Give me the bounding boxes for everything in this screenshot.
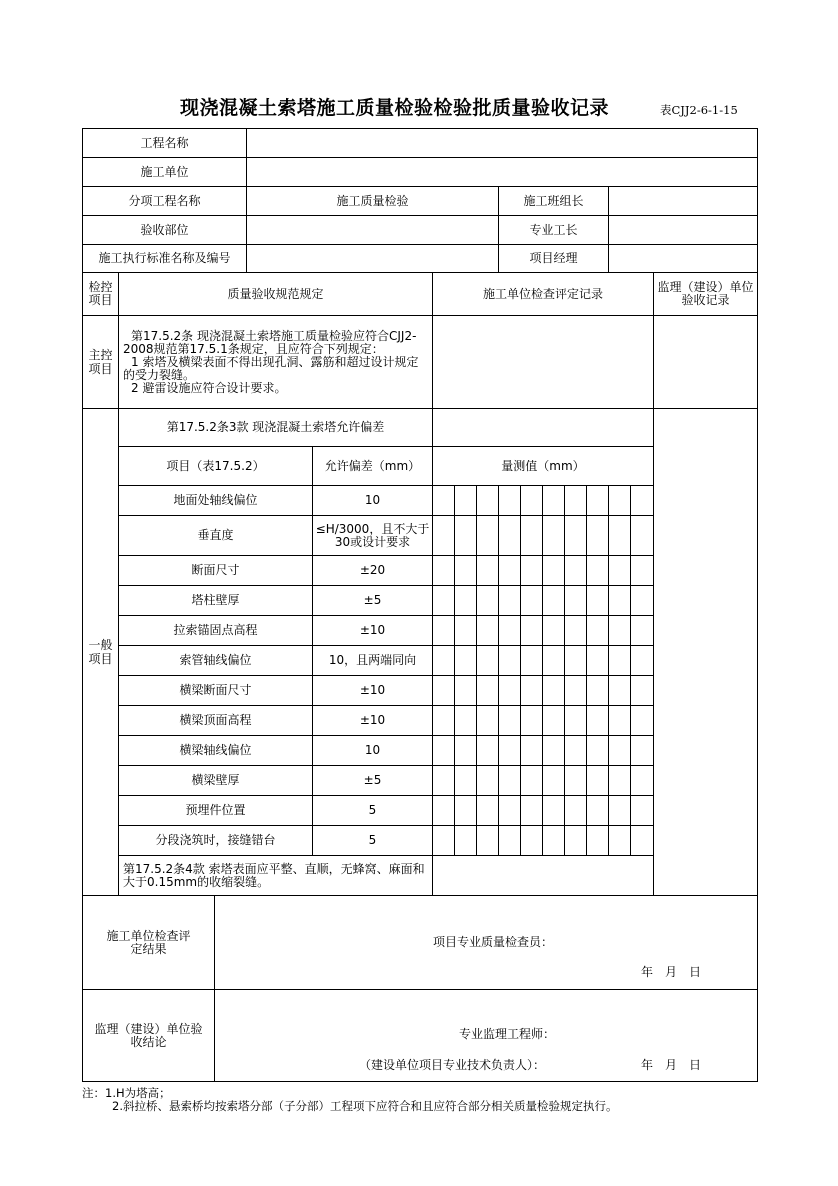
clause4-text: 第17.5.2条4款 索塔表面应平整、直顺，无蜂窝、麻面和大于0.15mm的收缩裂缝。 (119, 856, 433, 896)
measured-value-cell[interactable] (433, 706, 455, 736)
measured-value-cell[interactable] (587, 516, 609, 556)
measured-value-cell[interactable] (587, 826, 609, 856)
table-row (83, 409, 758, 447)
measured-value-cell[interactable] (587, 586, 609, 616)
measured-value-cell[interactable] (455, 646, 477, 676)
measured-value-cell[interactable] (609, 796, 631, 826)
measured-value-cell[interactable] (609, 736, 631, 766)
measured-value-cell[interactable] (565, 706, 587, 736)
item-name: 断面尺寸 (119, 556, 313, 586)
item-name: 横梁轴线偏位 (119, 736, 313, 766)
measured-value-cell[interactable] (455, 556, 477, 586)
table-row (83, 129, 758, 158)
measured-value-cell[interactable] (499, 586, 521, 616)
record-table (82, 128, 758, 1082)
table-row (83, 273, 758, 316)
measured-value-cell[interactable] (477, 616, 499, 646)
measured-value-cell[interactable] (521, 646, 543, 676)
main-control-line: 第17.5.2条 现浇混凝土索塔施工质量检验应符合CJJ2-2008规范第17.5.1条规定，且应符合下列规定： (123, 328, 417, 356)
tolerance-value: ±5 (313, 766, 433, 796)
measured-value-cell[interactable] (565, 556, 587, 586)
acceptance-part-field[interactable] (247, 216, 499, 245)
measured-value-cell[interactable] (565, 586, 587, 616)
measured-value-cell[interactable] (433, 826, 455, 856)
measured-value-cell[interactable] (499, 676, 521, 706)
measured-value-cell[interactable] (521, 796, 543, 826)
measured-value-cell[interactable] (499, 616, 521, 646)
measured-value-cell[interactable] (631, 556, 654, 586)
measured-value-cell[interactable] (543, 676, 565, 706)
construction-unit-label: 施工单位 (83, 158, 247, 187)
measured-value-cell[interactable] (609, 586, 631, 616)
item-header: 项目（表17.5.2） (119, 447, 313, 486)
inspector-label: 项目专业质量检查员： (433, 935, 554, 949)
tolerance-value: ±10 (313, 616, 433, 646)
measured-value-cell[interactable] (433, 486, 455, 516)
item-name: 横梁顶面高程 (119, 706, 313, 736)
measured-value-cell[interactable] (565, 646, 587, 676)
measured-value-cell[interactable] (609, 826, 631, 856)
engineer-label: 专业监理工程师： (459, 1027, 556, 1041)
item-name: 垂直度 (119, 516, 313, 556)
measured-value-cell[interactable] (455, 586, 477, 616)
measured-value-cell[interactable] (499, 486, 521, 516)
measured-value-cell[interactable] (477, 766, 499, 796)
standard-label: 施工执行标准名称及编号 (83, 245, 247, 273)
measured-value-cell[interactable] (433, 586, 455, 616)
measured-value-cell[interactable] (433, 616, 455, 646)
measured-value-cell[interactable] (587, 616, 609, 646)
measured-value-cell[interactable] (499, 556, 521, 586)
measured-value-cell[interactable] (521, 706, 543, 736)
item-name: 分段浇筑时，接缝错台 (119, 826, 313, 856)
date-label: 年 月 日 (641, 1058, 702, 1072)
tolerance-value: 5 (313, 796, 433, 826)
measured-value-cell[interactable] (543, 646, 565, 676)
measured-value-cell[interactable] (609, 676, 631, 706)
measured-value-cell[interactable] (477, 486, 499, 516)
tolerance-value: 5 (313, 826, 433, 856)
measured-value-cell[interactable] (587, 706, 609, 736)
item-name: 预埋件位置 (119, 796, 313, 826)
item-name: 塔柱壁厚 (119, 586, 313, 616)
measured-header: 量测值（mm） (433, 447, 654, 486)
measured-value-cell[interactable] (631, 486, 654, 516)
measured-value-cell[interactable] (499, 766, 521, 796)
measured-value-cell[interactable] (433, 736, 455, 766)
measured-value-cell[interactable] (543, 516, 565, 556)
measured-value-cell[interactable] (521, 486, 543, 516)
measured-value-cell[interactable] (565, 486, 587, 516)
note-2: 2.斜拉桥、悬索桥均按索塔分部（子分部）工程项下应符合和且应符合部分相关质量检验规定执行。 (112, 1099, 618, 1113)
tolerance-value: ±5 (313, 586, 433, 616)
measured-value-cell[interactable] (631, 516, 654, 556)
table-row (83, 216, 758, 245)
measured-value-cell[interactable] (587, 796, 609, 826)
measured-value-cell[interactable] (499, 706, 521, 736)
measured-value-cell[interactable] (587, 646, 609, 676)
measured-value-cell[interactable] (631, 586, 654, 616)
project-name-field[interactable] (247, 129, 758, 158)
owner-label: （建设单位项目专业技术负责人）： (359, 1058, 546, 1072)
item-name: 索管轴线偏位 (119, 646, 313, 676)
supervision-conclusion-label: 监理（建设）单位验收结论 (83, 990, 215, 1082)
measured-value-cell[interactable] (521, 516, 543, 556)
construction-record-header: 施工单位检查评定记录 (433, 273, 654, 316)
measured-value-cell[interactable] (433, 556, 455, 586)
measured-value-cell[interactable] (455, 826, 477, 856)
measured-value-cell[interactable] (455, 616, 477, 646)
measured-value-cell[interactable] (631, 796, 654, 826)
standard-field[interactable] (247, 245, 499, 273)
measured-value-cell[interactable] (631, 676, 654, 706)
measured-value-cell[interactable] (543, 706, 565, 736)
table-row (83, 245, 758, 273)
item-name: 横梁断面尺寸 (119, 676, 313, 706)
measured-value-cell[interactable] (565, 766, 587, 796)
measured-value-cell[interactable] (565, 796, 587, 826)
item-name: 地面处轴线偏位 (119, 486, 313, 516)
measured-value-cell[interactable] (631, 766, 654, 796)
measured-value-cell[interactable] (477, 646, 499, 676)
measured-value-cell[interactable] (631, 706, 654, 736)
table-row (83, 187, 758, 216)
measured-value-cell[interactable] (587, 766, 609, 796)
form-code: 表CJJ2-6-1-15 (660, 103, 738, 117)
measured-value-cell[interactable] (543, 586, 565, 616)
table-row (83, 990, 758, 1082)
measured-value-cell[interactable] (609, 556, 631, 586)
tolerance-header: 允许偏差（mm） (313, 447, 433, 486)
measured-value-cell[interactable] (521, 736, 543, 766)
measured-value-cell[interactable] (543, 556, 565, 586)
measured-value-cell[interactable] (455, 486, 477, 516)
main-control-label: 主控项目 (83, 316, 119, 409)
team-leader-label: 施工班组长 (499, 187, 609, 216)
measured-value-cell[interactable] (455, 736, 477, 766)
measured-value-cell[interactable] (477, 826, 499, 856)
measured-value-cell[interactable] (455, 516, 477, 556)
project-name-label: 工程名称 (83, 129, 247, 158)
supervision-conclusion-area[interactable] (215, 990, 758, 1082)
measured-value-cell[interactable] (521, 616, 543, 646)
tolerance-value: 10，且两端同向 (313, 646, 433, 676)
measured-value-cell[interactable] (477, 736, 499, 766)
manager-field[interactable] (609, 245, 758, 273)
measured-value-cell[interactable] (455, 706, 477, 736)
measured-value-cell[interactable] (499, 516, 521, 556)
tolerance-value: ±10 (313, 676, 433, 706)
table-row (83, 316, 758, 409)
measured-value-cell[interactable] (565, 826, 587, 856)
measured-value-cell[interactable] (477, 586, 499, 616)
tolerance-value: 10 (313, 486, 433, 516)
measured-value-cell[interactable] (499, 826, 521, 856)
measured-value-cell[interactable] (521, 586, 543, 616)
measured-value-cell[interactable] (543, 616, 565, 646)
clause3-record[interactable] (433, 409, 654, 447)
measured-value-cell[interactable] (455, 766, 477, 796)
measured-value-cell[interactable] (433, 676, 455, 706)
measured-value-cell[interactable] (543, 486, 565, 516)
construction-result-label: 施工单位检查评定结果 (83, 896, 215, 990)
measured-value-cell[interactable] (565, 516, 587, 556)
table-row (83, 158, 758, 187)
measured-value-cell[interactable] (477, 676, 499, 706)
measured-value-cell[interactable] (433, 516, 455, 556)
tolerance-value: ±10 (313, 706, 433, 736)
main-control-text (119, 316, 433, 409)
general-supervision[interactable] (654, 409, 758, 896)
sub-item-value: 施工质量检验 (247, 187, 499, 216)
measured-value-cell[interactable] (543, 796, 565, 826)
measured-value-cell[interactable] (565, 676, 587, 706)
measured-value-cell[interactable] (455, 676, 477, 706)
measured-value-cell[interactable] (477, 556, 499, 586)
measured-value-cell[interactable] (521, 556, 543, 586)
item-name: 拉索锚固点高程 (119, 616, 313, 646)
general-label: 一般项目 (83, 409, 119, 896)
measured-value-cell[interactable] (587, 736, 609, 766)
table-row (83, 896, 758, 990)
measured-value-cell[interactable] (477, 796, 499, 826)
acceptance-part-label: 验收部位 (83, 216, 247, 245)
foreman-field[interactable] (609, 216, 758, 245)
construction-result-area[interactable] (215, 896, 758, 990)
measured-value-cell[interactable] (631, 616, 654, 646)
construction-unit-field[interactable] (247, 158, 758, 187)
notes (82, 1087, 617, 1113)
measured-value-cell[interactable] (499, 796, 521, 826)
measured-value-cell[interactable] (521, 676, 543, 706)
main-control-line: 1 索塔及横梁表面不得出现孔洞、露筋和超过设计规定的受力裂缝。 (123, 354, 419, 382)
measured-value-cell[interactable] (455, 796, 477, 826)
measured-value-cell[interactable] (433, 766, 455, 796)
measured-value-cell[interactable] (609, 706, 631, 736)
team-leader-field[interactable] (609, 187, 758, 216)
main-control-line: 2 避雷设施应符合设计要求。 (131, 380, 287, 395)
measured-value-cell[interactable] (543, 826, 565, 856)
measured-value-cell[interactable] (499, 646, 521, 676)
foreman-label: 专业工长 (499, 216, 609, 245)
measured-value-cell[interactable] (433, 796, 455, 826)
date-label: 年 月 日 (641, 965, 702, 979)
tolerance-value: ±20 (313, 556, 433, 586)
clause3-text: 第17.5.2条3款 现浇混凝土索塔允许偏差 (119, 409, 433, 447)
measured-value-cell[interactable] (565, 736, 587, 766)
manager-label: 项目经理 (499, 245, 609, 273)
form-title: 现浇混凝土索塔施工质量检验检验批质量验收记录 (180, 97, 610, 119)
measured-value-cell[interactable] (631, 646, 654, 676)
measured-value-cell[interactable] (499, 736, 521, 766)
measured-value-cell[interactable] (521, 766, 543, 796)
measured-value-cell[interactable] (609, 646, 631, 676)
measured-value-cell[interactable] (609, 486, 631, 516)
measured-value-cell[interactable] (587, 556, 609, 586)
measured-value-cell[interactable] (587, 486, 609, 516)
measured-value-cell[interactable] (609, 616, 631, 646)
clause4-record[interactable] (433, 856, 654, 896)
item-name: 横梁壁厚 (119, 766, 313, 796)
main-control-record[interactable] (433, 316, 654, 409)
tolerance-value: 10 (313, 736, 433, 766)
measured-value-cell[interactable] (609, 516, 631, 556)
measured-value-cell[interactable] (521, 826, 543, 856)
measured-value-cell[interactable] (477, 516, 499, 556)
main-control-supervision[interactable] (654, 316, 758, 409)
measured-value-cell[interactable] (587, 676, 609, 706)
measured-value-cell[interactable] (631, 826, 654, 856)
measured-value-cell[interactable] (433, 646, 455, 676)
measured-value-cell[interactable] (565, 616, 587, 646)
note-1: 注：1.H为塔高； (82, 1086, 171, 1100)
check-item-header: 检控项目 (83, 273, 119, 316)
sub-item-label: 分项工程名称 (83, 187, 247, 216)
tolerance-value: ≤H/3000，且不大于30或设计要求 (313, 516, 433, 556)
supervision-record-header: 监理（建设）单位验收记录 (654, 273, 758, 316)
measured-value-cell[interactable] (543, 766, 565, 796)
measured-value-cell[interactable] (477, 706, 499, 736)
measured-value-cell[interactable] (609, 766, 631, 796)
measured-value-cell[interactable] (631, 736, 654, 766)
measured-value-cell[interactable] (543, 736, 565, 766)
spec-header: 质量验收规范规定 (119, 273, 433, 316)
